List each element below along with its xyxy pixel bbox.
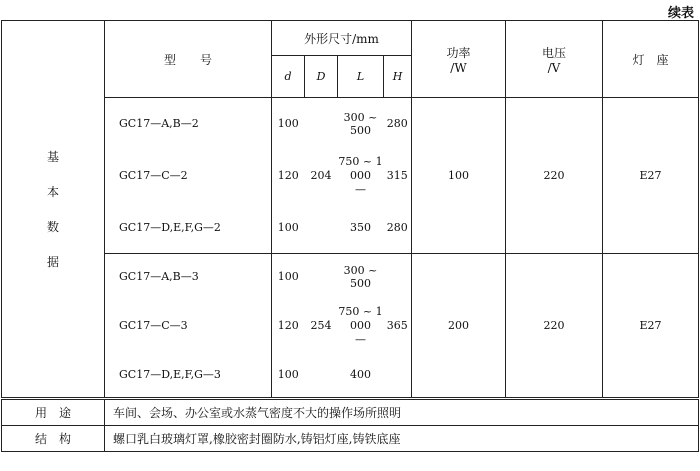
voltage-cell: 220: [506, 254, 603, 398]
power-cell: 200: [412, 254, 506, 398]
dim-d-cell: 100: [272, 98, 305, 150]
dim-d-header: d: [272, 56, 305, 98]
lamp-usage-table: [1, 399, 699, 452]
dim-H-cell: 315: [384, 150, 412, 202]
basic-label-char: 本: [46, 185, 59, 199]
structure-label: 结 构: [2, 426, 105, 452]
dim-d-cell: 100: [272, 202, 305, 254]
dim-H-header: H: [384, 56, 412, 98]
model-cell: GC17—D,E,F,G—3: [105, 352, 272, 398]
dim-D-cell: [305, 202, 338, 254]
dim-D-cell: [305, 98, 338, 150]
basic-label-char: 数: [46, 220, 59, 234]
dim-L-cell: 400: [338, 352, 384, 398]
usage-text: 车间、会场、办公室或水蒸气密度不大的操作场所照明: [105, 400, 699, 426]
continued-label: 续表: [667, 6, 694, 21]
dim-D-cell: 204: [310, 169, 332, 182]
dim-L-range: 750 ~ 1 000: [338, 304, 383, 332]
basic-label-char: 基: [46, 150, 59, 164]
dim-d-cell: 100: [272, 254, 305, 300]
dim-L-cell: 300 ~ 500: [338, 254, 384, 300]
dim-L-dash: —: [355, 332, 366, 346]
model-cell: GC17—A,B—3: [105, 254, 272, 300]
basic-label-char: 据: [46, 255, 59, 269]
model-cell: GC17—A,B—2: [105, 98, 272, 150]
dim-D-header: D: [305, 56, 338, 98]
dim-H-cell: 280: [384, 98, 412, 150]
dim-d-cell: 120: [272, 150, 305, 202]
dim-L-cell: [338, 300, 384, 352]
dim-H-cell: 280: [384, 202, 412, 254]
dim-H-cell: [384, 352, 412, 398]
model-header: 型 号: [105, 21, 272, 98]
usage-label: 用 途: [2, 400, 105, 426]
structure-text: 螺口乳白玻璃灯罩,橡胶密封圈防水,铸铝灯座,铸铁底座: [105, 426, 699, 452]
voltage-cell: 220: [506, 98, 603, 254]
dim-L-dash: —: [355, 182, 366, 196]
model-cell: GC17—D,E,F,G—2: [105, 202, 272, 254]
dim-d-cell: 120: [272, 300, 305, 352]
dim-H-cell: 365: [384, 300, 412, 352]
power-header: 功率 /W: [412, 21, 506, 98]
power-cell: 100: [412, 98, 506, 254]
dim-D-cell: [305, 352, 338, 398]
socket-header: 灯 座: [603, 21, 699, 98]
basic-data-label: [2, 21, 105, 398]
dim-L-range: 750 ~ 1 000: [338, 154, 383, 182]
dim-d-cell: 100: [272, 352, 305, 398]
dim-L-cell: 350: [338, 202, 384, 254]
dims-header: 外形尺寸/mm: [272, 21, 412, 56]
socket-cell: E27: [603, 98, 699, 254]
model-cell: GC17—C—2: [105, 150, 272, 202]
dim-D-cell: [305, 254, 338, 300]
dim-L-cell: 300 ~ 500: [338, 98, 384, 150]
dim-L-cell: [338, 150, 384, 202]
voltage-header: 电压 /V: [506, 21, 603, 98]
socket-cell: E27: [603, 254, 699, 398]
dim-D-cell: 254: [310, 319, 332, 332]
dim-H-cell: [384, 254, 412, 300]
dim-L-header: L: [338, 56, 384, 98]
lamp-spec-table: [1, 20, 699, 398]
model-cell: GC17—C—3: [105, 300, 272, 352]
